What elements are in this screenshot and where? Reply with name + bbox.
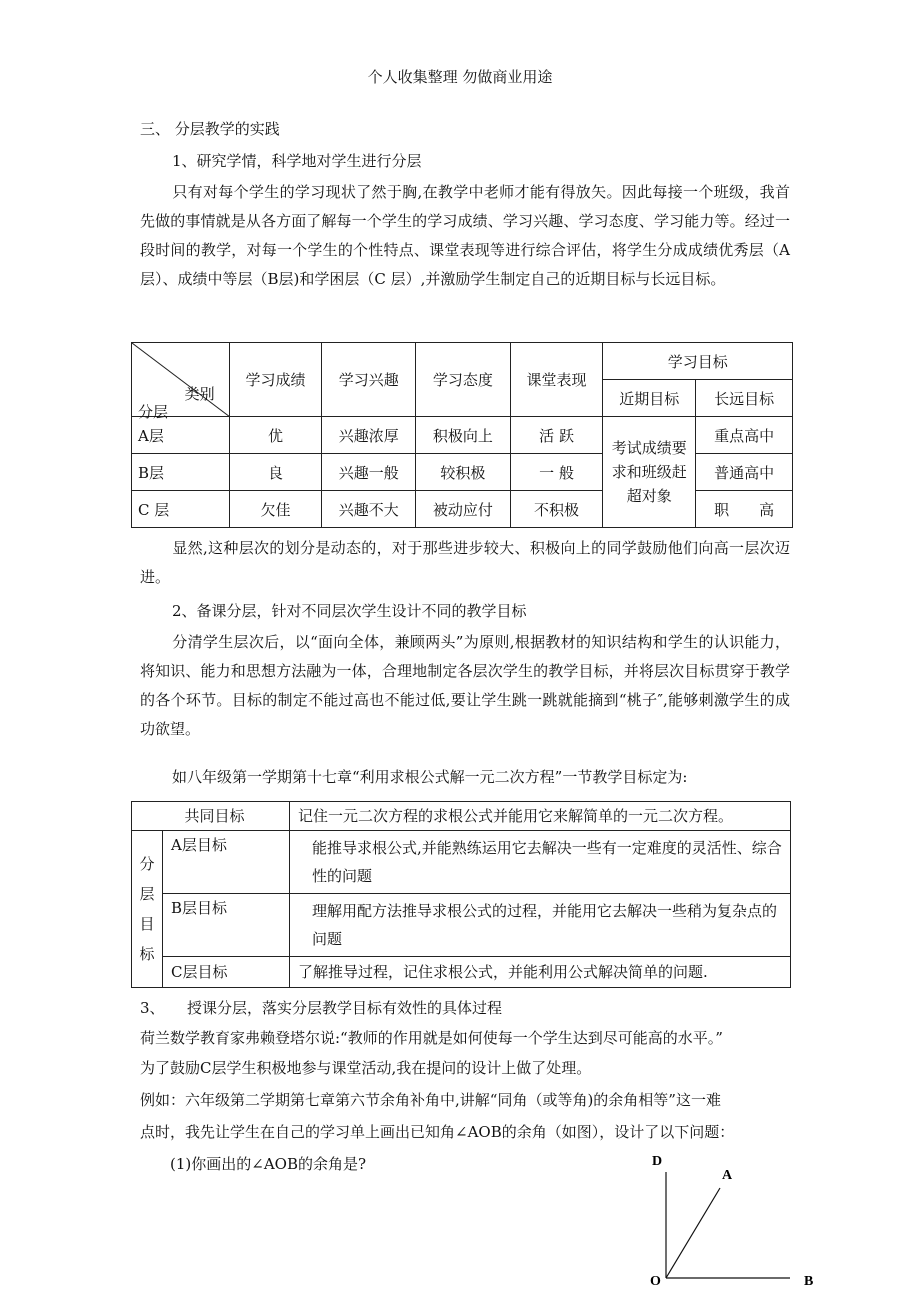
common-goal-text: 记住一元二次方程的求根公式并能用它来解简单的一元二次方程。 bbox=[290, 802, 791, 831]
angle-diagram bbox=[640, 1148, 830, 1302]
common-goal-label: 共同目标 bbox=[132, 802, 290, 831]
corner-label-layer: 分层 bbox=[138, 403, 169, 421]
label-o: O bbox=[650, 1274, 661, 1289]
header-interest: 学习兴趣 bbox=[322, 343, 416, 417]
subsection-2-example: 如八年级第一学期第十七章“利用求根公式解一元二次方程”一节教学目标定为: bbox=[172, 768, 688, 786]
row-b-layer: B层 bbox=[132, 454, 230, 491]
layer-goals-char-1: 分 bbox=[139, 855, 155, 873]
subsection-1-paragraph bbox=[140, 178, 790, 294]
near-goal-cell: 考试成绩要求和班级赶超对象 bbox=[603, 417, 696, 528]
header-near-goal: 近期目标 bbox=[603, 380, 696, 417]
subsection-3-line-1: 荷兰数学教育家弗赖登塔尔说:“教师的作用就是如何使每一个学生达到尽可能高的水平。” bbox=[140, 1029, 723, 1047]
subsection-1-after bbox=[140, 534, 790, 592]
row-c-layer: C 层 bbox=[132, 491, 230, 528]
question-1: (1)你画出的∠AOB的余角是? bbox=[170, 1155, 367, 1173]
page-header: 个人收集整理 勿做商业用途 bbox=[367, 68, 553, 86]
section-title: 三、 分层教学的实践 bbox=[140, 120, 280, 138]
row-c-performance: 不积极 bbox=[510, 491, 603, 528]
row-a-interest: 兴趣浓厚 bbox=[322, 417, 416, 454]
label-b: B bbox=[804, 1274, 814, 1289]
layer-goals-char-4: 标 bbox=[139, 945, 155, 963]
row-a-layer: A层 bbox=[132, 417, 230, 454]
row-c-long-goal: 职 高 bbox=[696, 491, 793, 528]
row-a-performance: 活 跃 bbox=[510, 417, 603, 454]
subsection-3-line-4: 点时，我先让学生在自己的学习单上画出已知角∠AOB的余角（如图），设计了以下问题： bbox=[140, 1123, 735, 1141]
layer-goals-char-2: 层 bbox=[139, 885, 155, 903]
subsection-3-line-2: 为了鼓励C层学生积极地参与课堂活动,我在提问的设计上做了处理。 bbox=[140, 1059, 592, 1077]
row-c-interest: 兴趣不大 bbox=[322, 491, 416, 528]
b-goal-text: 理解用配方法推导求根公式的过程，并能用它去解决一些稍为复杂点的问题 bbox=[290, 894, 791, 957]
header-goals: 学习目标 bbox=[603, 343, 793, 380]
c-goal-label: C层目标 bbox=[163, 957, 290, 988]
row-b-long-goal: 普通高中 bbox=[696, 454, 793, 491]
subsection-3-title: 3、 授课分层，落实分层教学目标有效性的具体过程 bbox=[140, 999, 503, 1017]
row-b-performance: 一 般 bbox=[510, 454, 603, 491]
header-attitude: 学习态度 bbox=[416, 343, 511, 417]
row-b-interest: 兴趣一般 bbox=[322, 454, 416, 491]
b-goal-label: B层目标 bbox=[163, 894, 290, 957]
a-goal-label: A层目标 bbox=[163, 831, 290, 894]
layer-goals-label bbox=[132, 831, 163, 988]
row-a-long-goal: 重点高中 bbox=[696, 417, 793, 454]
header-score: 学习成绩 bbox=[229, 343, 322, 417]
subsection-1-text: 只有对每个学生的学习现状了然于胸,在教学中老师才能有得放矢。因此每接一个班级，我首先做的事情就是从各方面了解每一个学生的学习成绩、学习兴趣、学习态度、学习能力等。经过一段时间的教学，对每一个学生的个性特点、课堂表现等进行综合评估，将学生分成成绩优秀层（A层）、成绩中等层（B层)和学困层（C 层）,并激励学生制定自己的近期目标与长远目标。 bbox=[140, 183, 790, 288]
row-c-attitude: 被动应付 bbox=[416, 491, 511, 528]
objectives-table bbox=[131, 801, 791, 988]
layer-goals-char-3: 目 bbox=[139, 915, 155, 933]
subsection-2-title: 2、备课分层，针对不同层次学生设计不同的教学目标 bbox=[172, 602, 527, 620]
subsection-1-after-text: 显然,这种层次的划分是动态的，对于那些进步较大、积极向上的同学鼓励他们向高一层次迈进。 bbox=[140, 539, 790, 586]
corner-label-category: 类别 bbox=[184, 385, 215, 403]
header-long-goal: 长远目标 bbox=[696, 380, 793, 417]
c-goal-text: 了解推导过程，记住求根公式，并能利用公式解决简单的问题. bbox=[290, 957, 791, 988]
label-a: A bbox=[722, 1168, 733, 1183]
row-b-attitude: 较积极 bbox=[416, 454, 511, 491]
row-a-score: 优 bbox=[229, 417, 322, 454]
subsection-3-line-3: 例如：六年级第二学期第七章第六节余角补角中,讲解“同角（或等角)的余角相等”这一难 bbox=[140, 1091, 721, 1109]
ray-oa bbox=[666, 1188, 720, 1278]
row-a-attitude: 积极向上 bbox=[416, 417, 511, 454]
subsection-2-text: 分清学生层次后，以“面向全体，兼顾两头”为原则,根据教材的知识结构和学生的认识能力，将知识、能力和思想方法融为一体，合理地制定各层次学生的教学目标，并将层次目标贯穿于教学的各个环节。目标的制定不能过高也不能过低,要让学生跳一跳就能摘到“桃子″,能够刺激学生的成功欲望。 bbox=[140, 633, 790, 738]
table-corner-cell bbox=[132, 343, 230, 421]
label-d: D bbox=[652, 1154, 663, 1169]
header-performance: 课堂表现 bbox=[510, 343, 603, 417]
subsection-2-paragraph bbox=[140, 628, 790, 744]
row-c-score: 欠佳 bbox=[229, 491, 322, 528]
subsection-1-title: 1、研究学情，科学地对学生进行分层 bbox=[172, 152, 422, 170]
row-b-score: 良 bbox=[229, 454, 322, 491]
a-goal-text: 能推导求根公式,并能熟练运用它去解决一些有一定难度的灵活性、综合性的问题 bbox=[290, 831, 791, 894]
layer-table bbox=[131, 342, 793, 528]
